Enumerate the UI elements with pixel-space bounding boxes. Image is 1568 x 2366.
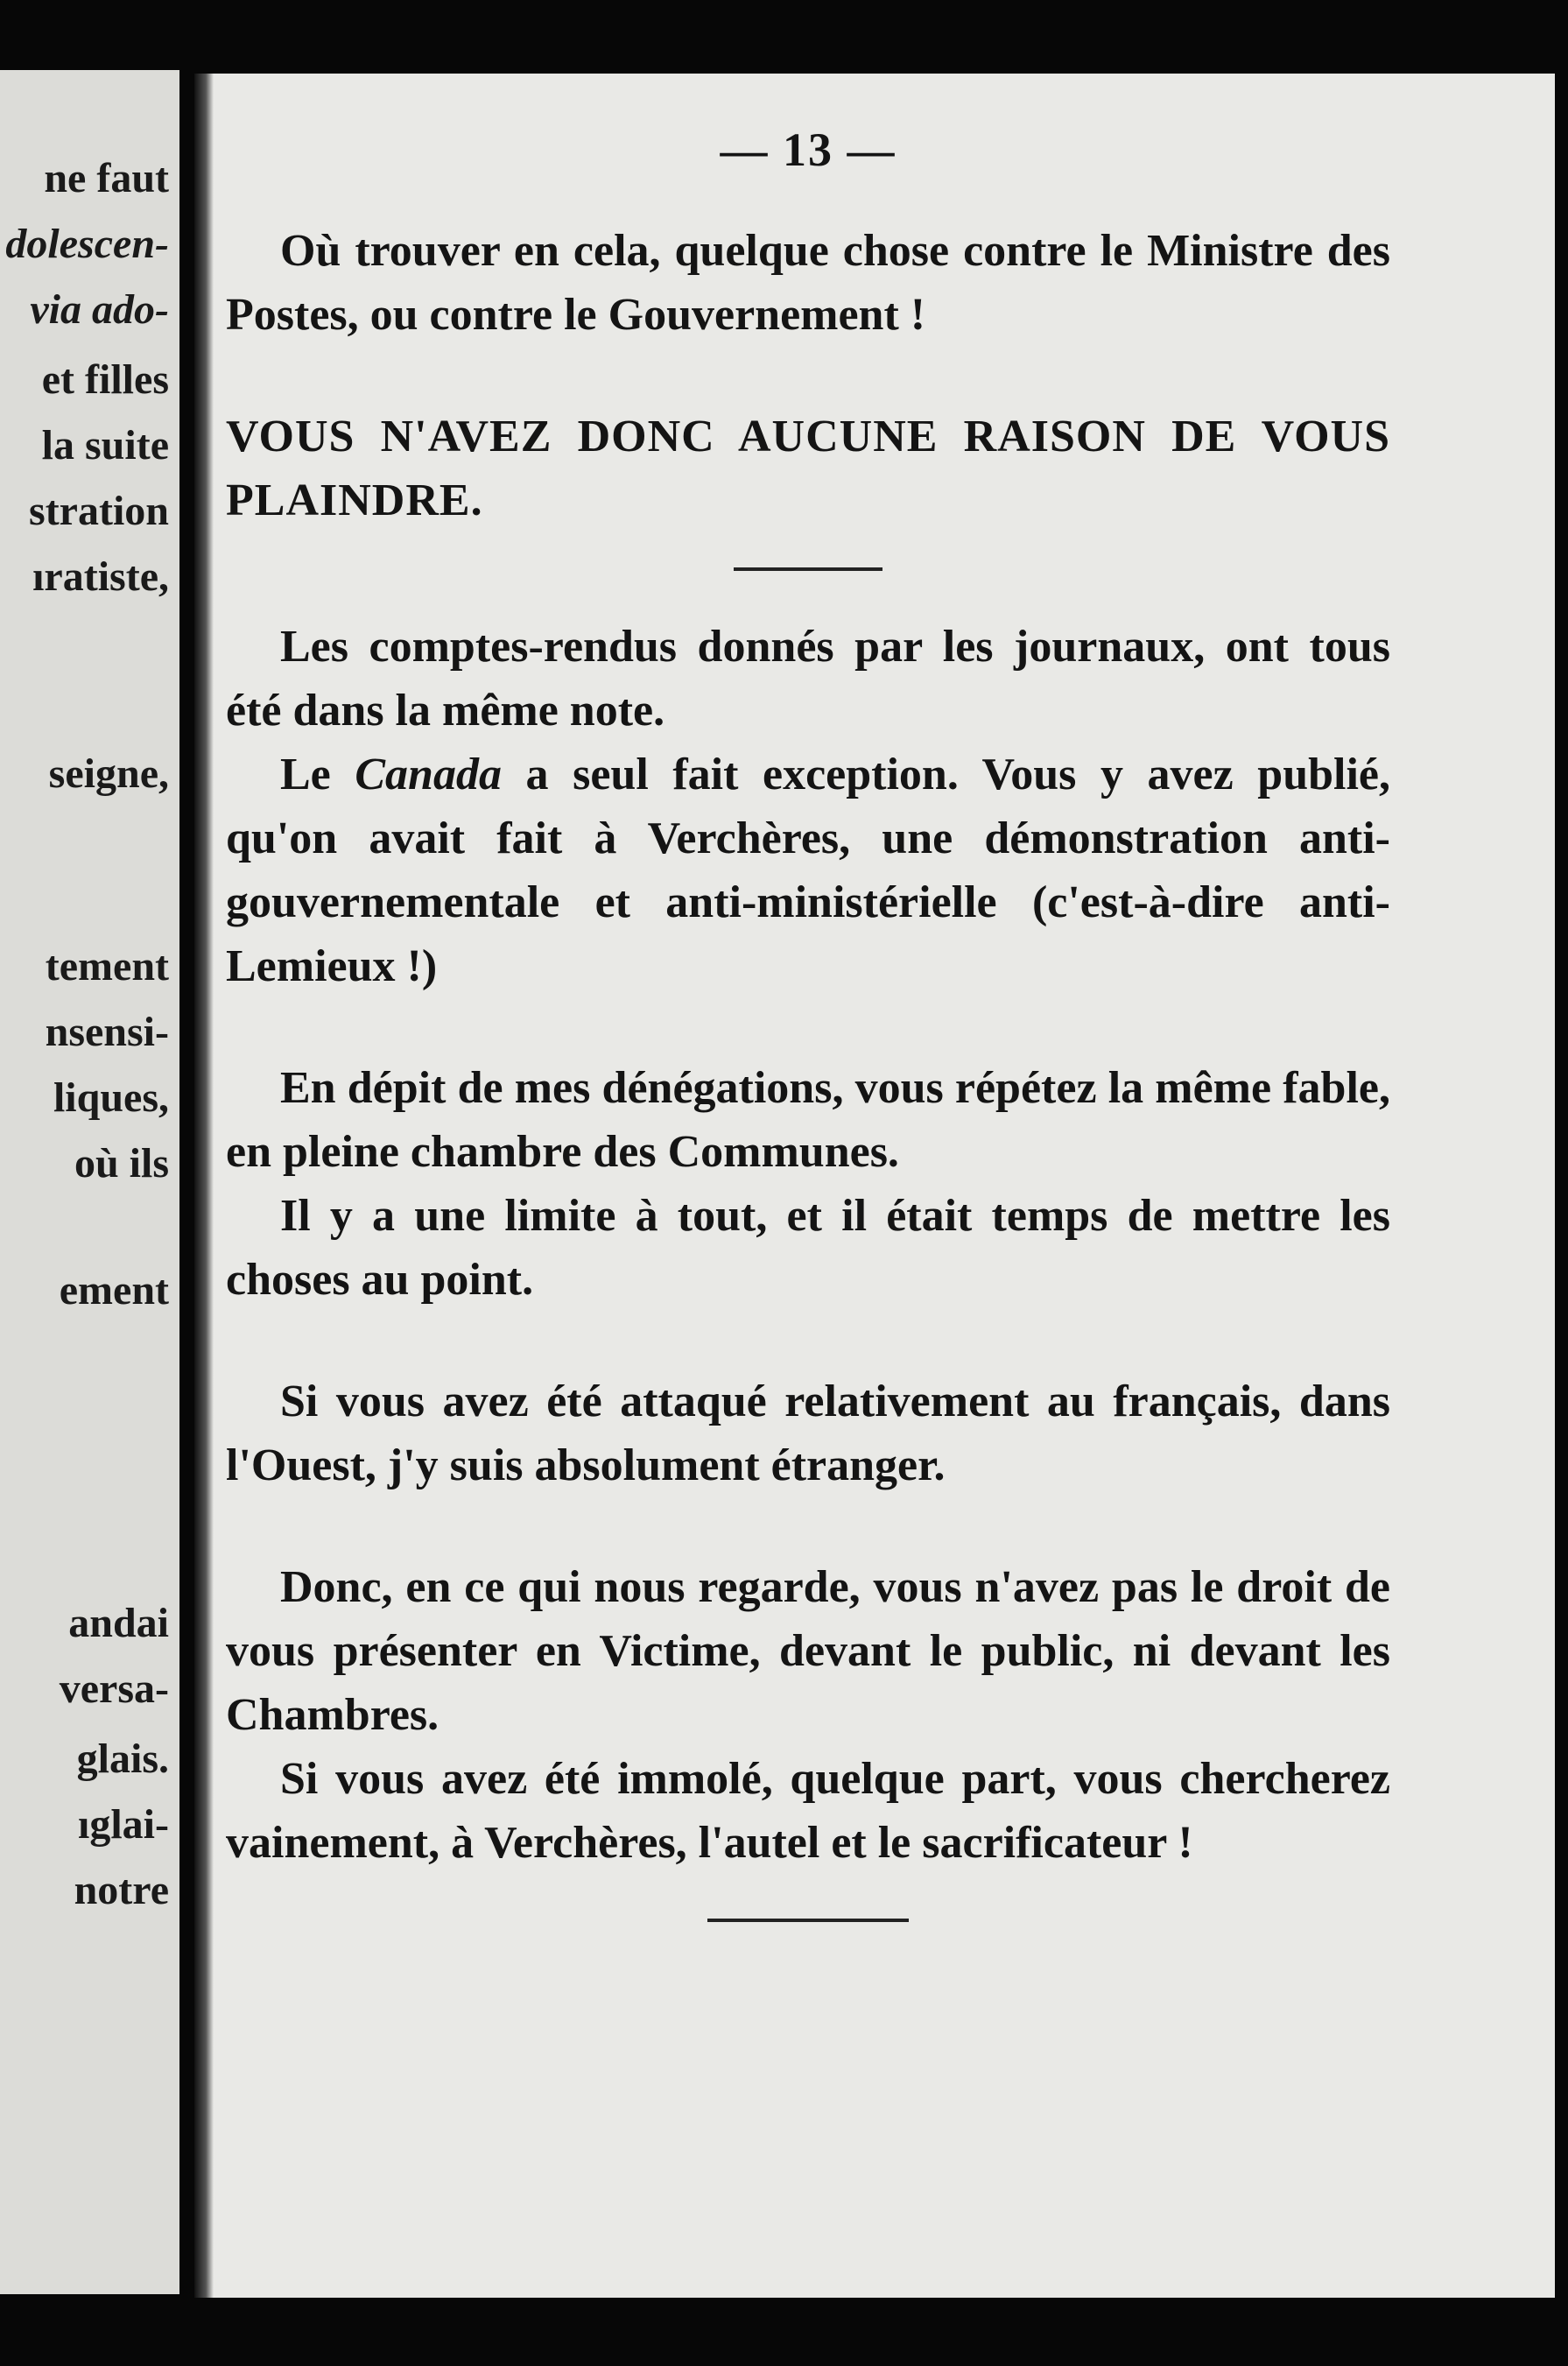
facing-page-line: tement [45, 943, 169, 989]
paragraph-canada-exception [226, 743, 1390, 998]
facing-page-fragment [0, 70, 179, 2294]
facing-page-line: via ado- [30, 286, 169, 333]
paragraph-canada-text-end: a seul fait exception. Vous y avez publié, qu'on avait fait à Verchères, une démonstration anti-gouvernementale et anti-ministérielle (c'est-à-dire anti-Lemieux !) [226, 750, 1391, 991]
paragraph-press-reports: Les comptes-rendus donnés par les journaux, ont tous été dans la même note. [226, 622, 1390, 736]
page-spine-shadow [194, 74, 214, 2298]
facing-page-line: la suite [41, 422, 169, 468]
section-heading: VOUS N'AVEZ DONC AUCUNE RAISON DE VOUS PLAINDRE. [226, 412, 1390, 525]
paragraph-immolated: Si vous avez été immolé, quelque part, vous chercherez vainement, à Verchères, l'autel et le sacrificateur ! [226, 1754, 1390, 1868]
facing-page-line: ement [59, 1267, 169, 1313]
facing-page-line: dolescen- [5, 221, 169, 267]
spacer [226, 998, 1390, 1056]
page-number: — 13 — [720, 123, 897, 176]
paragraph-victim: Donc, en ce qui nous regarde, vous n'avez pas le droit de vous présenter en Victime, devant le public, ni devant les Chambres. [226, 1562, 1390, 1740]
closing-rule [707, 1919, 909, 1922]
facing-page-line: glais. [76, 1736, 169, 1782]
spacer [226, 1497, 1390, 1555]
paragraph-canada-text-start: Le [280, 750, 355, 799]
spacer [226, 1312, 1390, 1370]
paragraph-french-west: Si vous avez été attaqué relativement au français, dans l'Ouest, j'y suis absolument étranger. [226, 1377, 1390, 1490]
facing-page-line: stration [29, 488, 169, 534]
facing-page-line: versa- [59, 1665, 169, 1712]
paragraph-limit: Il y a une limite à tout, et il était temps de mettre les choses au point. [226, 1191, 1390, 1305]
facing-page-line: et filles [41, 356, 169, 403]
facing-page-line: notre [74, 1867, 169, 1913]
facing-page-line: andai [68, 1600, 169, 1646]
facing-page-line: ne faut [44, 155, 169, 201]
facing-page-line: seigne, [48, 750, 169, 797]
paragraph-question: Où trouver en cela, quelque chose contre le Ministre des Postes, ou contre le Gouvernement ! [226, 226, 1390, 340]
facing-page-line: où ils [74, 1140, 169, 1187]
facing-page-line: liques, [53, 1074, 169, 1121]
facing-page-line: nsensi- [45, 1009, 169, 1055]
spacer [226, 347, 1390, 405]
page-text [226, 123, 1390, 1922]
facing-page-line: ıratiste, [32, 553, 169, 600]
newspaper-name: Canada [355, 750, 502, 799]
facing-page-line: ıglai- [78, 1801, 169, 1848]
paragraph-denials: En dépit de mes dénégations, vous répétez la même fable, en pleine chambre des Communes. [226, 1063, 1390, 1177]
